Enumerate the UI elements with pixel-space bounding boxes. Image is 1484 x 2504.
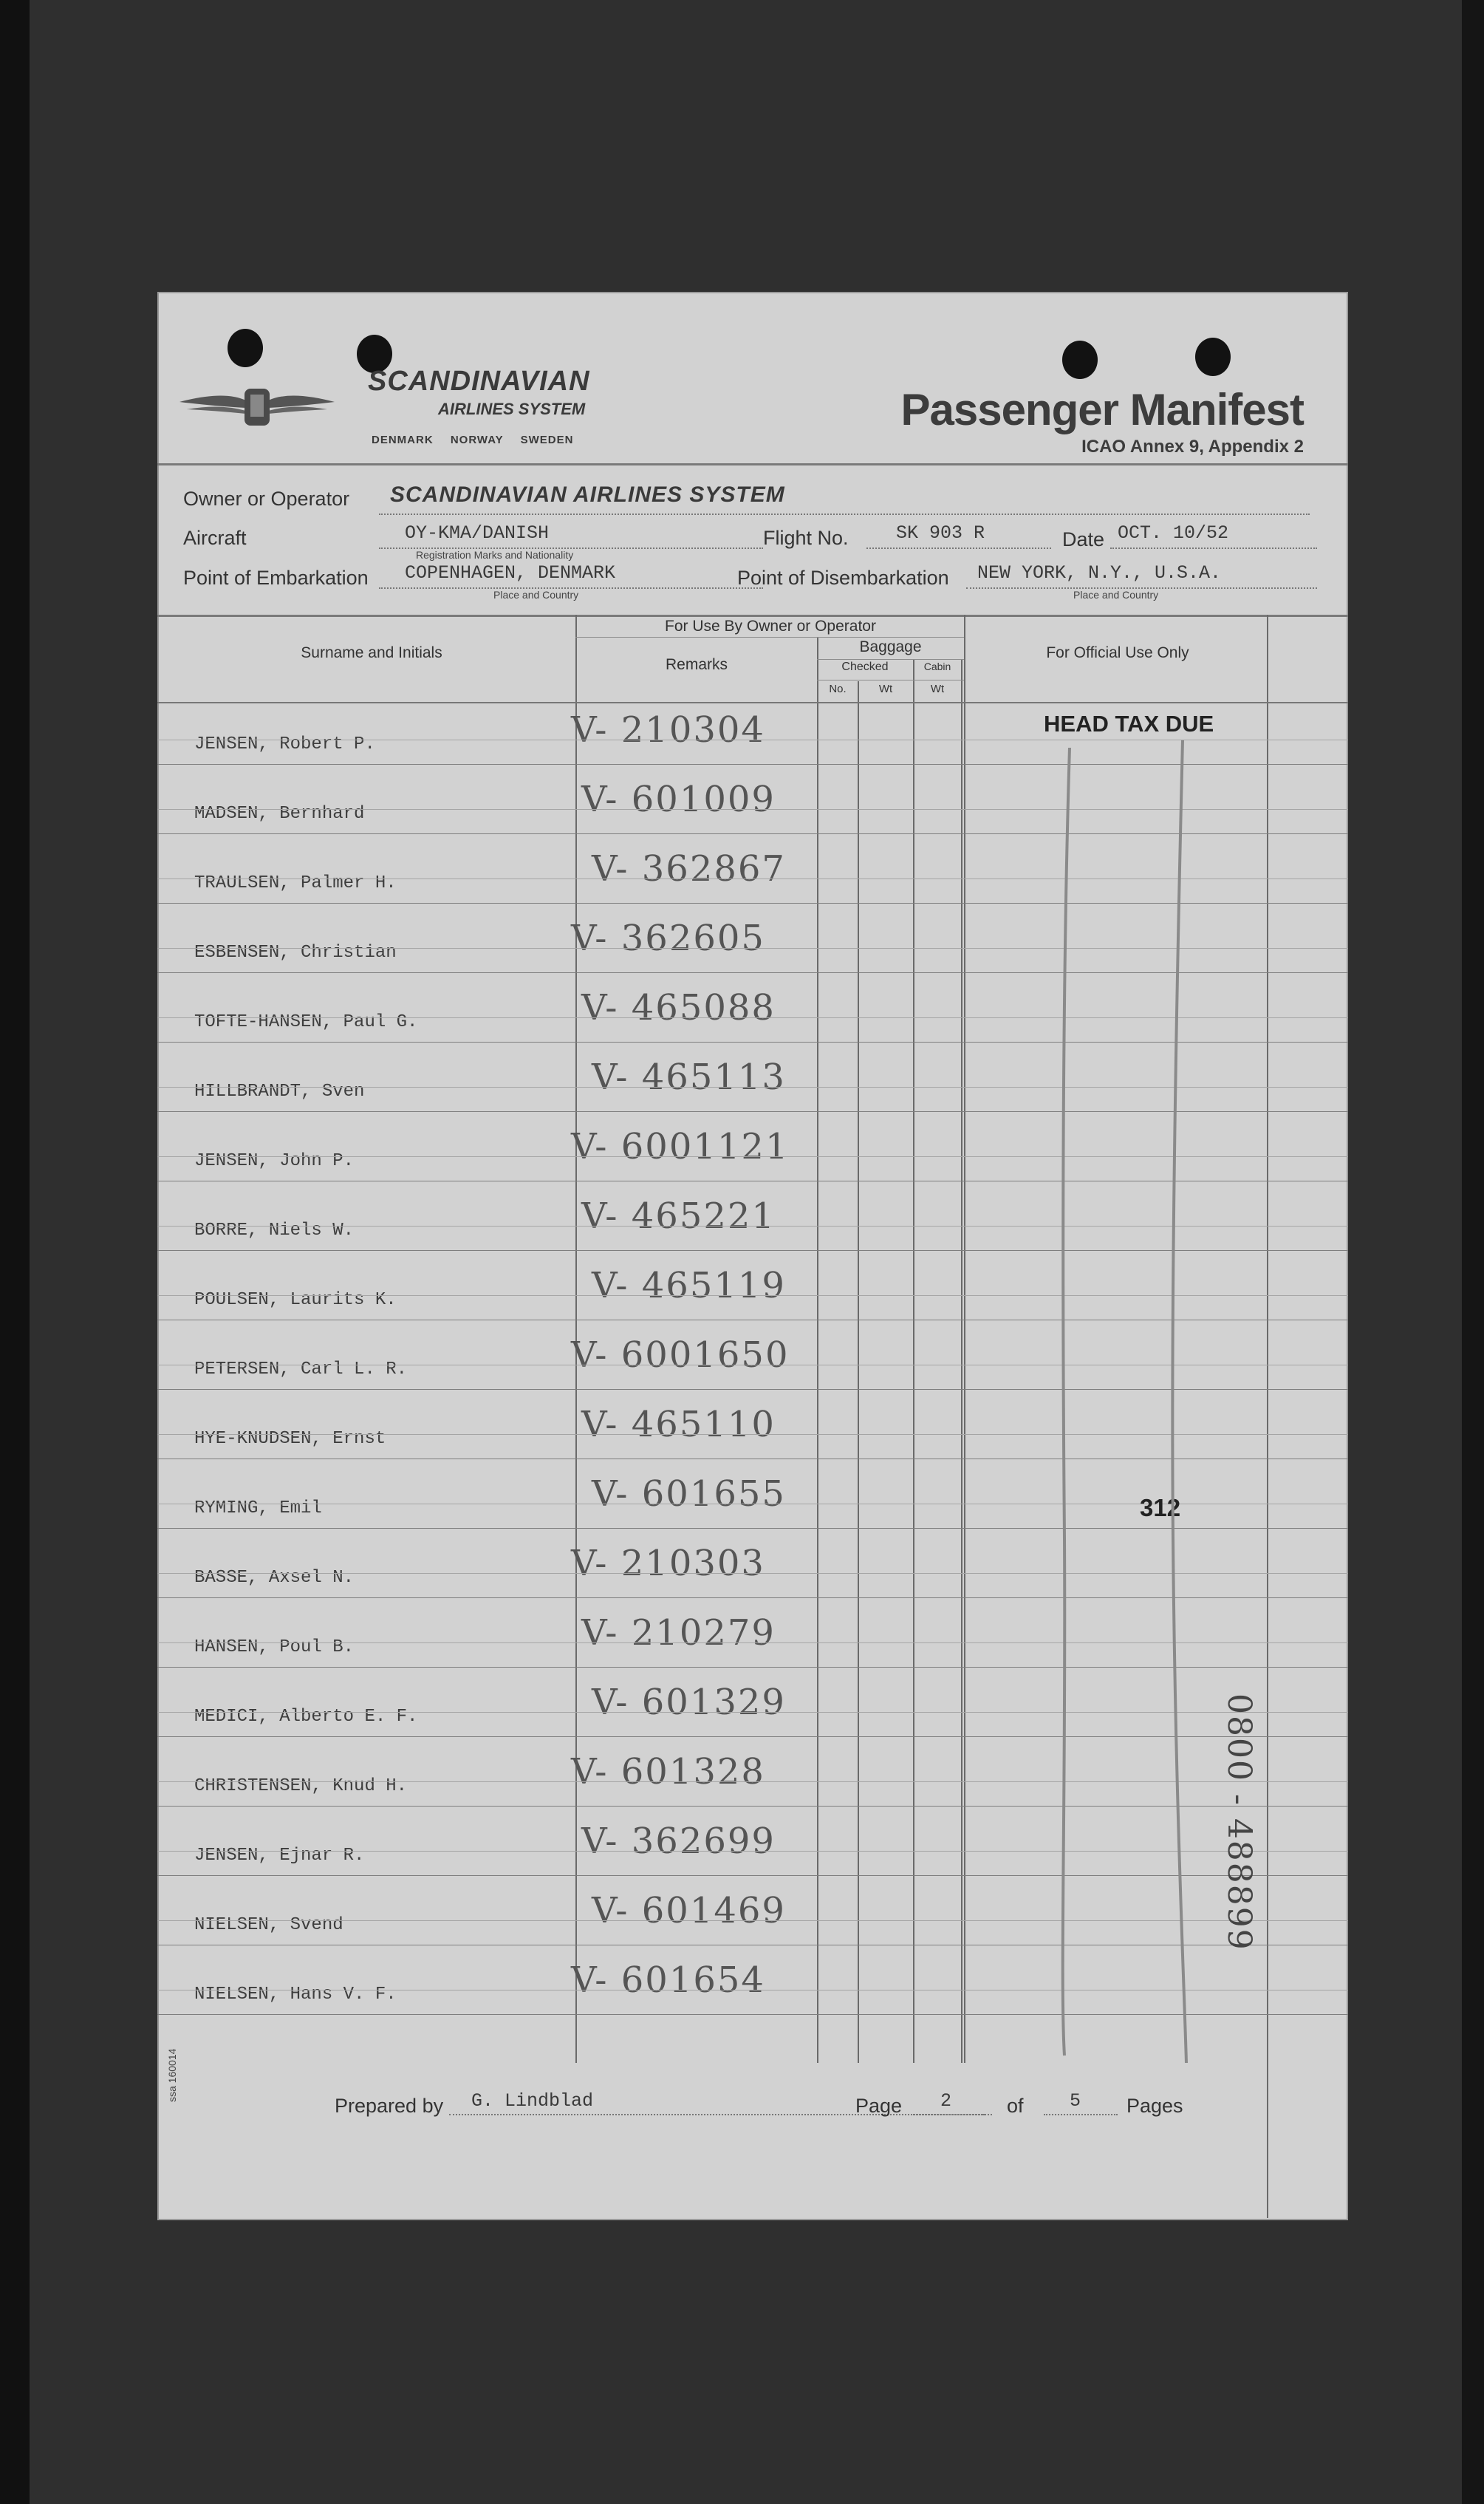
passenger-remark: V- 362699 bbox=[581, 1821, 776, 1862]
passenger-name: MADSEN, Bernhard bbox=[194, 804, 365, 824]
flight-value: SK 903 R bbox=[896, 522, 985, 544]
official-use-header: For Official Use Only bbox=[1046, 644, 1189, 661]
checked-no-header: No. bbox=[829, 683, 847, 695]
aircraft-caption: Registration Marks and Nationality bbox=[416, 549, 574, 561]
passenger-remark: V- 601009 bbox=[581, 779, 776, 820]
passenger-remark: V- 210279 bbox=[581, 1612, 776, 1654]
passenger-name: HILLBRANDT, Sven bbox=[194, 1082, 365, 1102]
passenger-remark: V- 6001650 bbox=[571, 1334, 790, 1376]
passenger-remark: V- 210304 bbox=[571, 709, 765, 751]
passenger-remark: V- 465119 bbox=[592, 1265, 786, 1306]
airline-logo-icon bbox=[179, 384, 335, 429]
flight-label: Flight No. bbox=[763, 527, 849, 549]
film-border-right bbox=[1462, 0, 1484, 2504]
passenger-remark: V- 210303 bbox=[571, 1543, 765, 1584]
total-underline bbox=[1044, 2114, 1118, 2115]
head-tax-stamp: HEAD TAX DUE bbox=[1044, 711, 1214, 737]
surname-header: Surname and Initials bbox=[301, 644, 442, 661]
aircraft-label: Aircraft bbox=[183, 527, 247, 549]
owner-value: SCANDINAVIAN AIRLINES SYSTEM bbox=[390, 482, 785, 507]
passenger-name: JENSEN, John P. bbox=[194, 1151, 355, 1171]
passenger-remark: V- 465110 bbox=[581, 1404, 776, 1445]
pencil-brace-lines bbox=[157, 615, 1348, 2092]
prepared-by-value: G. Lindblad bbox=[471, 2090, 594, 2112]
passenger-name: BORRE, Niels W. bbox=[194, 1221, 355, 1241]
document-subtitle: ICAO Annex 9, Appendix 2 bbox=[1081, 437, 1304, 457]
aircraft-value: OY-KMA/DANISH bbox=[405, 522, 550, 544]
passenger-remark: V- 362605 bbox=[571, 918, 765, 959]
disembarkation-value: NEW YORK, N.Y., U.S.A. bbox=[977, 562, 1222, 584]
remarks-header: Remarks bbox=[665, 656, 728, 673]
header-divider bbox=[157, 463, 1348, 465]
punch-hole bbox=[228, 329, 263, 367]
passenger-remark: V- 465221 bbox=[581, 1195, 776, 1237]
passenger-remark: V- 601328 bbox=[571, 1751, 765, 1792]
checked-wt-header: Wt bbox=[878, 683, 893, 695]
manifest-document bbox=[157, 292, 1348, 2220]
film-border-left bbox=[0, 0, 30, 2504]
passenger-remark: V- 465113 bbox=[592, 1057, 786, 1098]
passenger-name: BASSE, Axsel N. bbox=[194, 1568, 355, 1588]
passenger-name: TOFTE-HANSEN, Paul G. bbox=[194, 1012, 418, 1032]
passenger-remark: V- 601654 bbox=[571, 1959, 765, 2001]
checked-header: Checked bbox=[841, 661, 889, 673]
passenger-remark: V- 601469 bbox=[592, 1890, 786, 1931]
company-logo-text: SCANDINAVIAN bbox=[368, 366, 590, 397]
punch-hole bbox=[1195, 338, 1231, 376]
passenger-name: MEDICI, Alberto E. F. bbox=[194, 1707, 418, 1727]
baggage-header: Baggage bbox=[859, 638, 922, 655]
embarkation-label: Point of Embarkation bbox=[183, 567, 369, 589]
embarkation-value: COPENHAGEN, DENMARK bbox=[405, 562, 616, 584]
page-label: Page bbox=[855, 2095, 903, 2117]
passenger-name: PETERSEN, Carl L. R. bbox=[194, 1360, 408, 1379]
date-label: Date bbox=[1062, 528, 1105, 550]
company-countries: DENMARK NORWAY SWEDEN bbox=[372, 434, 574, 446]
date-value: OCT. 10/52 bbox=[1118, 522, 1229, 544]
passenger-table bbox=[157, 615, 1348, 2092]
passenger-name: JENSEN, Ejnar R. bbox=[194, 1846, 365, 1866]
passenger-name: JENSEN, Robert P. bbox=[194, 734, 375, 754]
handwritten-side-note: 0800 - 488899 bbox=[1220, 1693, 1258, 1951]
passenger-name: NIELSEN, Hans V. F. bbox=[194, 1985, 397, 2005]
document-title: Passenger Manifest bbox=[900, 385, 1304, 434]
passenger-name: POULSEN, Laurits K. bbox=[194, 1290, 397, 1310]
page-number: 2 bbox=[940, 2090, 952, 2112]
page-underline bbox=[911, 2114, 985, 2115]
passenger-name: HYE-KNUDSEN, Ernst bbox=[194, 1429, 386, 1449]
passenger-name: HANSEN, Poul B. bbox=[194, 1637, 355, 1657]
prepared-by-label: Prepared by bbox=[335, 2095, 444, 2117]
passenger-remark: V- 601329 bbox=[592, 1682, 786, 1723]
total-pages: 5 bbox=[1070, 2090, 1081, 2112]
passenger-remark: V- 465088 bbox=[581, 987, 776, 1028]
company-logo-subtext: AIRLINES SYSTEM bbox=[438, 400, 586, 418]
punch-hole bbox=[1062, 341, 1098, 379]
passenger-name: RYMING, Emil bbox=[194, 1498, 322, 1518]
owner-use-header: For Use By Owner or Operator bbox=[665, 618, 876, 635]
owner-label: Owner or Operator bbox=[183, 488, 350, 510]
date-underline bbox=[1110, 547, 1317, 549]
disembarkation-caption: Place and Country bbox=[1073, 589, 1159, 601]
owner-underline bbox=[379, 514, 1310, 515]
pages-label: Pages bbox=[1126, 2095, 1183, 2117]
embarkation-caption: Place and Country bbox=[493, 589, 579, 601]
passenger-remark: V- 601655 bbox=[592, 1473, 786, 1515]
passenger-name: NIELSEN, Svend bbox=[194, 1915, 343, 1935]
official-count: 312 bbox=[1140, 1494, 1181, 1521]
cabin-wt-header: Wt bbox=[930, 683, 945, 695]
disembarkation-label: Point of Disembarkation bbox=[737, 567, 949, 589]
passenger-remark: V- 6001121 bbox=[571, 1126, 790, 1167]
flight-underline bbox=[866, 547, 1051, 549]
of-label: of bbox=[1007, 2095, 1024, 2117]
passenger-remark: V- 362867 bbox=[592, 848, 786, 890]
passenger-name: ESBENSEN, Christian bbox=[194, 943, 397, 963]
passenger-name: CHRISTENSEN, Knud H. bbox=[194, 1776, 408, 1796]
cabin-header: Cabin bbox=[923, 661, 951, 672]
passenger-name: TRAULSEN, Palmer H. bbox=[194, 873, 397, 893]
form-code: ssa 160014 bbox=[166, 2048, 178, 2102]
